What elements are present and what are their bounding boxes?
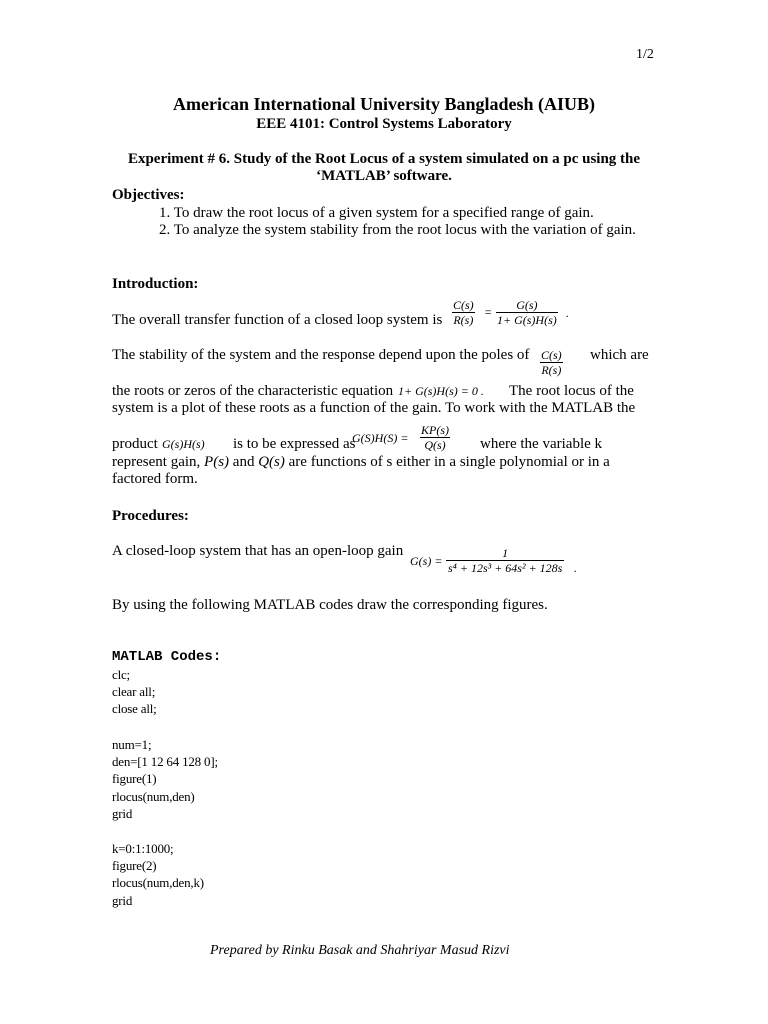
code-line: grid [112,893,133,908]
objectives-heading: Objectives: [112,187,185,203]
code-line: clc; [112,667,130,682]
code-line: rlocus(num,den,k) [112,875,204,890]
p-of-s: P(s) [204,454,230,470]
fraction-denominator: s⁴ + 12s³ + 64s² + 128s [448,561,563,575]
code-line: close all; [112,701,157,716]
product-expression: G(s)H(s) [162,437,205,451]
intro-line4: system is a plot of these roots as a function of the gain. To work with the MATLAB the [112,400,636,416]
fraction-denominator: R(s) [453,313,474,327]
intro-line3-b: The root locus of the [509,383,634,399]
intro-line5-b: is to be expressed as [233,436,356,452]
fraction-denominator: 1+ G(s)H(s) [497,313,557,327]
intro-line6-a: represent gain, [112,454,201,470]
intro-line2-b: which are [590,347,649,363]
gh-expression-fraction [420,423,450,452]
procedures-line2: By using the following MATLAB codes draw the corresponding figures. [112,597,548,613]
fraction-numerator: KP(s) [421,423,449,437]
objective-item: 2. To analyze the system stability from the root locus with the variation of gain. [159,222,636,238]
code-line: figure(2) [112,858,157,873]
fraction-numerator: C(s) [541,348,562,362]
fraction-denominator: R(s) [541,363,562,377]
equation-period: . [566,306,569,320]
intro-line5-a: product [112,436,158,452]
code-line: clear all; [112,684,156,699]
characteristic-equation: 1+ G(s)H(s) = 0 . [398,384,484,398]
code-line: num=1; [112,737,152,752]
closed-loop-rhs-fraction [496,298,558,327]
intro-line6-and: and [232,454,255,470]
intro-line6-b: are functions of s either in a single polynomial or in a [288,454,610,470]
fraction-numerator: 1 [502,546,509,560]
fraction-numerator: G(s) [516,298,538,312]
intro-line1: The overall transfer function of a closed loop system is [112,312,443,328]
intro-line5-c: where the variable k [480,436,603,452]
closed-loop-lhs-fraction [452,298,475,327]
prepared-by-footer: Prepared by Rinku Basak and Shahriyar Masud Rizvi [210,943,510,958]
q-of-s: Q(s) [258,454,285,470]
code-line: figure(1) [112,771,157,786]
procedures-line1: A closed-loop system that has an open-loop gain [112,543,404,559]
code-line: grid [112,806,133,821]
gh-expression-lhs: G(S)H(S) = [352,431,409,445]
fraction-numerator: C(s) [453,298,474,312]
matlab-codes-heading: MATLAB Codes: [112,649,222,665]
experiment-title-line2: ‘MATLAB’ software. [316,168,452,184]
open-loop-gain-fraction [446,546,564,575]
experiment-title-line1: Experiment # 6. Study of the Root Locus of a system simulated on a pc using the [127,151,641,167]
objective-item: 1. To draw the root locus of a given system for a specified range of gain. [159,205,594,221]
open-loop-gain-lhs: G(s) = [410,554,443,568]
poles-fraction [540,348,563,377]
fraction-denominator: Q(s) [420,437,450,452]
introduction-heading: Introduction: [112,276,199,292]
equals-sign: = [484,305,493,319]
code-line: k=0:1:1000; [112,841,174,856]
page-number: 1/2 [636,47,654,62]
intro-line2-a: The stability of the system and the response depend upon the poles of [112,347,530,363]
intro-line6 [112,454,610,471]
intro-line3-a: the roots or zeros of the characteristic equation [112,383,394,399]
gain-period: . [574,561,577,575]
code-line: den=[1 12 64 128 0]; [112,754,218,769]
intro-line7: factored form. [112,471,198,487]
procedures-heading: Procedures: [112,508,189,524]
course-title: EEE 4101: Control Systems Laboratory [256,116,512,132]
university-title: American International University Bangladesh (AIUB) [173,94,595,114]
code-line: rlocus(num,den) [112,789,195,804]
